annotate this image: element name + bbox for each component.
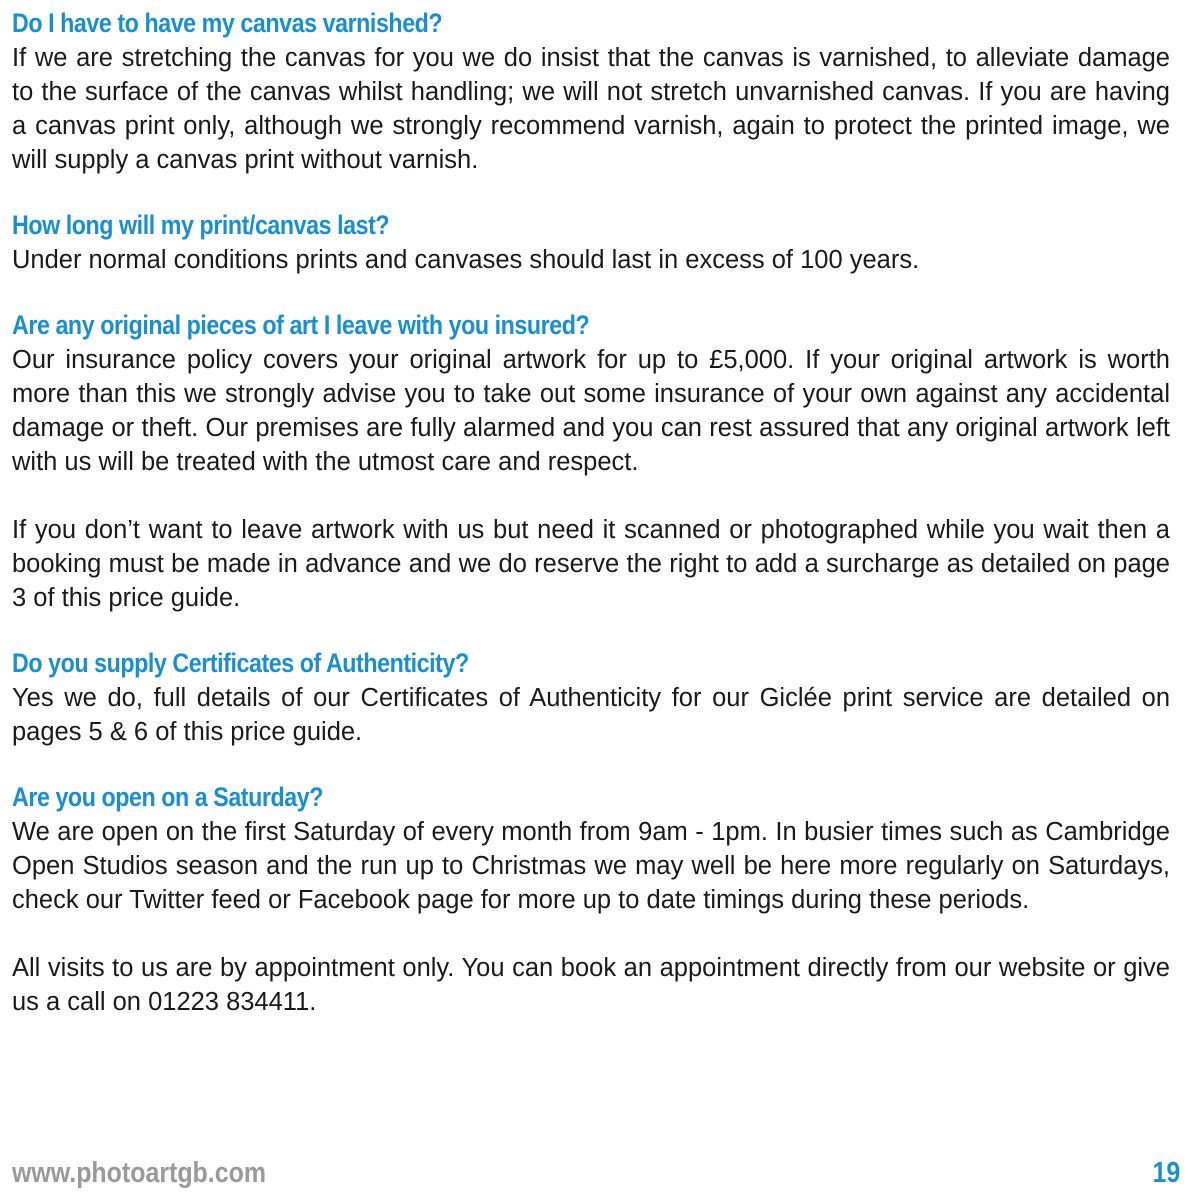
faq-section-longevity xyxy=(12,207,1170,277)
faq-section-certificates xyxy=(12,645,1170,749)
faq-answer: If we are stretching the canvas for you we do insist that the canvas is varnished, to alleviate damage to the surface of the canvas whilst handling; we will not stretch unvarnished canvas. If you are having a canvas print only, although we strongly recommend varnish, again to protect the printed image, we will supply a canvas print without varnish. xyxy=(12,44,1170,174)
faq-question: Are any original pieces of art I leave with you insured? xyxy=(12,310,590,340)
faq-answer: Yes we do, full details of our Certificates of Authenticity for our Giclée print service are detailed on pages 5 & 6 of this price guide. xyxy=(12,684,1170,746)
page-number: 19 xyxy=(1152,1157,1180,1189)
faq-question: Are you open on a Saturday? xyxy=(12,782,323,812)
faq-answer: If you don’t want to leave artwork with us but need it scanned or photographed while you wait then a booking must be made in advance and we do reserve the right to add a surcharge as detailed on page 3 of this price guide. xyxy=(12,516,1170,612)
faq-section-insurance xyxy=(12,307,1170,615)
faq-question: Do I have to have my canvas varnished? xyxy=(12,8,443,38)
faq-question: How long will my print/canvas last? xyxy=(12,210,390,240)
faq-answer: We are open on the first Saturday of every month from 9am - 1pm. In busier times such as Cambridge Open Studios season and the run up to Christmas we may well be here more regularly on Saturdays, check our Twitter feed or Facebook page for more up to date timings during these periods. xyxy=(12,818,1170,914)
faq-section-varnish xyxy=(12,5,1170,177)
faq-answer: All visits to us are by appointment only. You can book an appointment directly from our website or give us a call on 01223 834411. xyxy=(12,954,1170,1016)
footer-website-url: www.photoartgb.com xyxy=(12,1157,267,1189)
faq-section-saturday xyxy=(12,779,1170,1019)
faq-answer: Our insurance policy covers your original artwork for up to £5,000. If your original artwork is worth more than this we strongly advise you to take out some insurance of your own against any accidental damage or theft. Our premises are fully alarmed and you can rest assured that any original artwork left with us will be treated with the utmost care and respect. xyxy=(12,346,1170,476)
faq-answer: Under normal conditions prints and canvases should last in excess of 100 years. xyxy=(12,246,920,274)
faq-question: Do you supply Certificates of Authenticity? xyxy=(12,648,469,678)
faq-page xyxy=(12,5,1170,1049)
